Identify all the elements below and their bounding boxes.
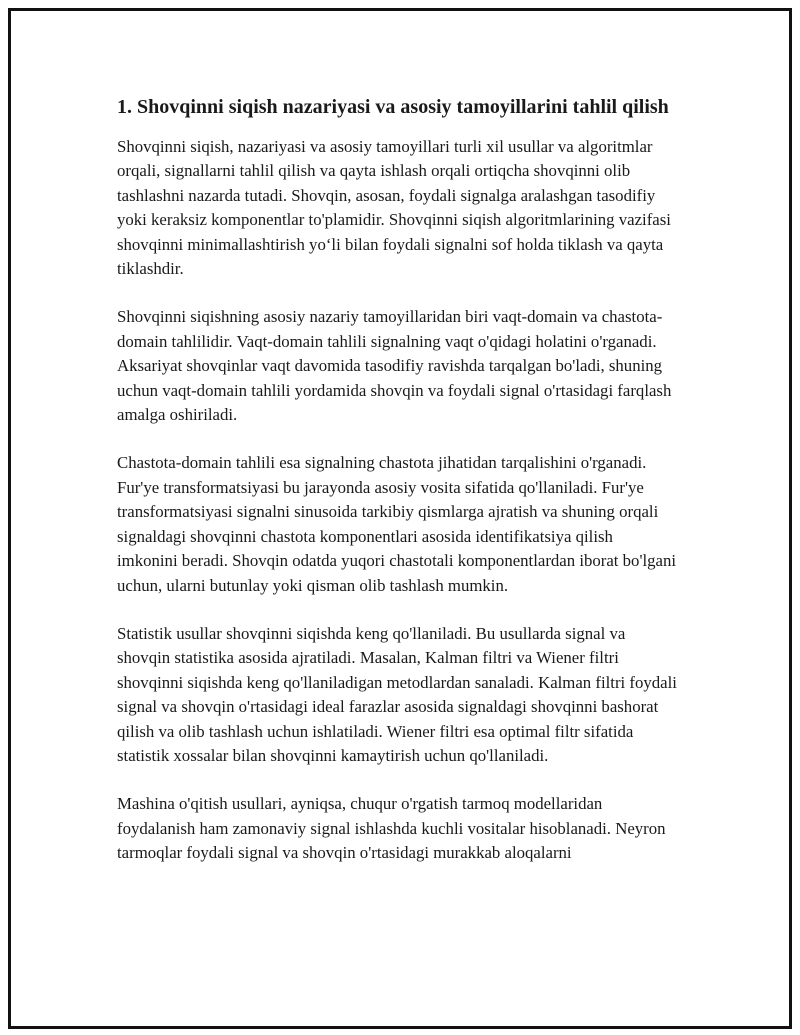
paragraph-time-frequency: Shovqinni siqishning asosiy nazariy tamoyillaridan biri vaqt-domain va chastota-domain tahlilidir. Vaqt-domain tahlili signalning vaqt o'qidagi holatini o'rganadi. Aksariyat shovqinlar vaqt davomida tasodifiy ravishda tarqalgan bo'ladi, shuning uchun vaqt-domain tahlili yordamida shovqin va foydali signal o'rtasidagi farqlash amalga oshiriladi. [117, 307, 672, 425]
paragraph-statistical-methods: Statistik usullar shovqinni siqishda keng qo'llaniladi. Bu usullarda signal va shovqin statistika asosida ajratiladi. Masalan, Kalman filtri va Wiener filtri shovqinni siqishda keng qo'llaniladigan metodlardan sanaladi. Kalman filtri foydali signal va shovqin o'rtasidagi ideal farazlar asosida signaldagi shovqinni bashorat qilish va olib tashlash uchun ishlatiladi. Wiener filtri esa optimal filtr sifatida statistik xossalar bilan shovqinni kamaytirish uchun qo'llaniladi. [117, 623, 677, 765]
paragraph-machine-learning: Mashina o'qitish usullari, ayniqsa, chuqur o'rgatish tarmoq modellaridan foydalanish ham zamonaviy signal ishlashda kuchli vositalar hisoblanadi. Neyron tarmoqlar foydali signal va shovqin o'rtasidagi murakkab aloqalarni [117, 794, 666, 863]
document-body [117, 94, 677, 890]
section-heading: 1. Shovqinni siqish nazariyasi va asosiy tamoyillarini tahlil qilish [117, 96, 669, 118]
paragraph-intro: Shovqinni siqish, nazariyasi va asosiy tamoyillari turli xil usullar va algoritmlar orqali, signallarni tahlil qilish va qayta ishlash orqali ortiqcha shovqinni olib tashlashni nazarda tutadi. Shovqin, asosan, foydali signalga aralashgan tasodifiy yoki keraksiz komponentlar to'plamidir. Shovqinni siqish algoritmlarining vazifasi shovqinni minimallashtirish yo‘li bilan foydali signalni sof holda tiklash va qayta tiklashdir. [117, 137, 671, 279]
paragraph-frequency-domain: Chastota-domain tahlili esa signalning chastota jihatidan tarqalishini o'rganadi. Fur'ye transformatsiyasi bu jarayonda asosiy vosita sifatida qo'llaniladi. Fur'ye transformatsiyasi signalni sinusoida tarkibiy qismlarga ajratish va shuning orqali signaldagi shovqinni chastota komponentlari asosida identifikatsiya qilish imkonini beradi. Shovqin odatda yuqori chastotali komponentlardan iborat bo'lgani uchun, ularni butunlay yoki qisman olib tashlash mumkin. [117, 453, 677, 595]
